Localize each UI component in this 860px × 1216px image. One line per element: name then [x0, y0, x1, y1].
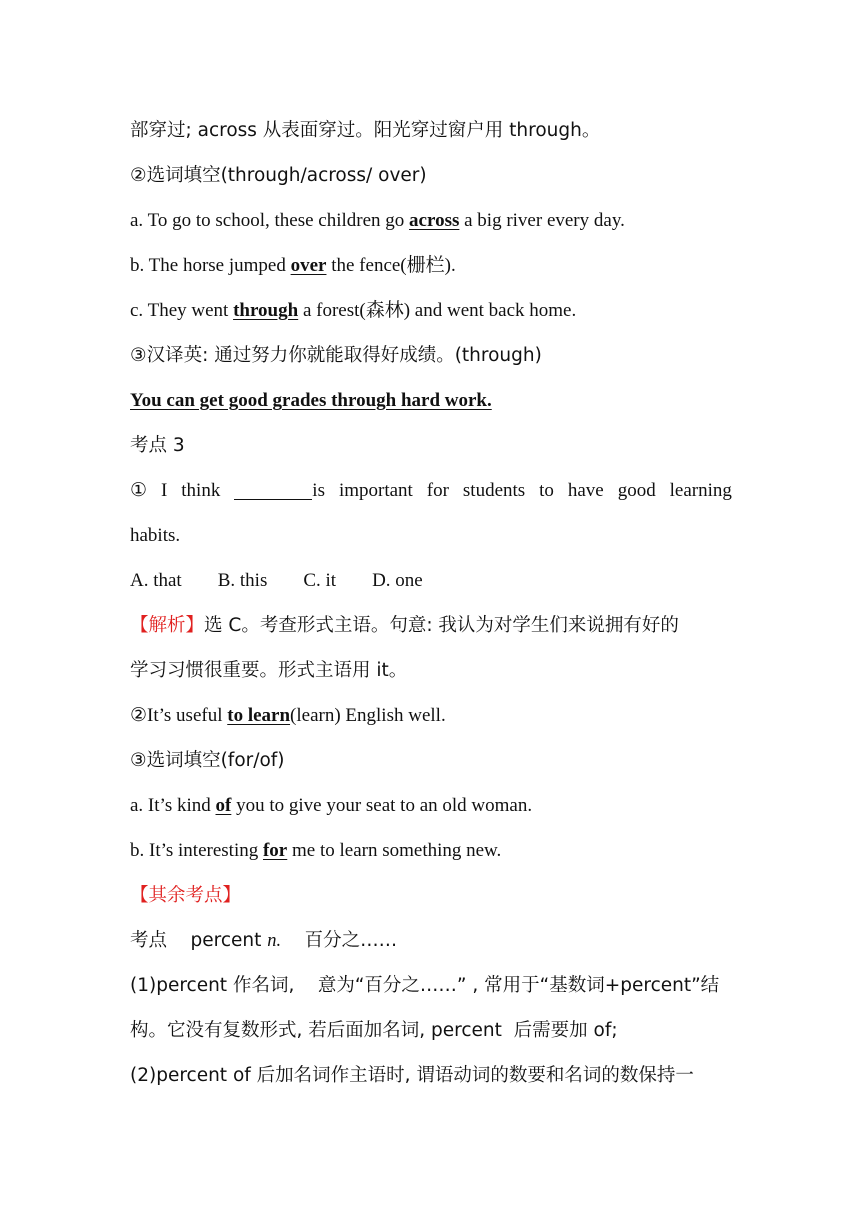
- exercise-item: b. It’s interesting for me to learn something new.: [130, 840, 502, 861]
- blank-line: [234, 477, 312, 500]
- answer: to learn: [227, 705, 291, 726]
- answer: for: [262, 840, 288, 861]
- answer: over: [290, 255, 327, 276]
- options-line: [130, 558, 732, 603]
- text-line: 部穿过; across 从表面穿过。阳光穿过窗户用 through。: [130, 120, 601, 141]
- text-line: 构。它没有复数形式, 若后面加名词, percent 后需要加 of;: [130, 1020, 618, 1041]
- answer: through: [233, 300, 299, 321]
- option-b: B. this: [217, 570, 268, 591]
- text-line: (1)percent 作名词, 意为“百分之……” , 常用于“基数词+percent”结: [130, 975, 720, 996]
- text-line: 考点 percent n. 百分之……: [130, 930, 398, 951]
- exercise-item: a. It’s kind of you to give your seat to an old woman.: [130, 795, 533, 816]
- analysis-tag: 【解析】: [130, 615, 205, 636]
- exercise-heading: ②选词填空(through/across/ over): [130, 165, 427, 186]
- exercise-item: b. The horse jumped over the fence(栅栏).: [130, 255, 456, 276]
- exercise-heading: ③选词填空(for/of): [130, 750, 285, 771]
- option-c: C. it: [303, 570, 337, 591]
- section-heading: 考点 3: [130, 435, 185, 456]
- exercise-item: ②It’s useful to learn(learn) English well.: [130, 705, 446, 726]
- answer: across: [409, 210, 460, 231]
- question-line: habits.: [130, 525, 181, 546]
- analysis-line: 学习习惯很重要。形式主语用 it。: [130, 660, 408, 681]
- analysis-line: 【解析】选 C。考查形式主语。句意: 我认为对学生们来说拥有好的: [130, 615, 679, 636]
- exercise-item: c. They went through a forest(森林) and went back home.: [130, 300, 577, 321]
- answer: of: [215, 795, 232, 816]
- text-line: (2)percent of 后加名词作主语时, 谓语动词的数要和名词的数保持一: [130, 1065, 694, 1086]
- section-heading: 【其余考点】: [130, 885, 242, 906]
- option-d: D. one: [372, 570, 423, 591]
- option-a: A. that: [130, 570, 182, 591]
- document-page: [130, 108, 732, 1098]
- exercise-item: a. To go to school, these children go across a big river every day.: [130, 210, 625, 231]
- translation-answer: You can get good grades through hard work.: [130, 390, 492, 411]
- exercise-heading: ③汉译英: 通过努力你就能取得好成绩。(through): [130, 345, 542, 366]
- question-line: ① I think is important for students to have good learning: [130, 468, 732, 513]
